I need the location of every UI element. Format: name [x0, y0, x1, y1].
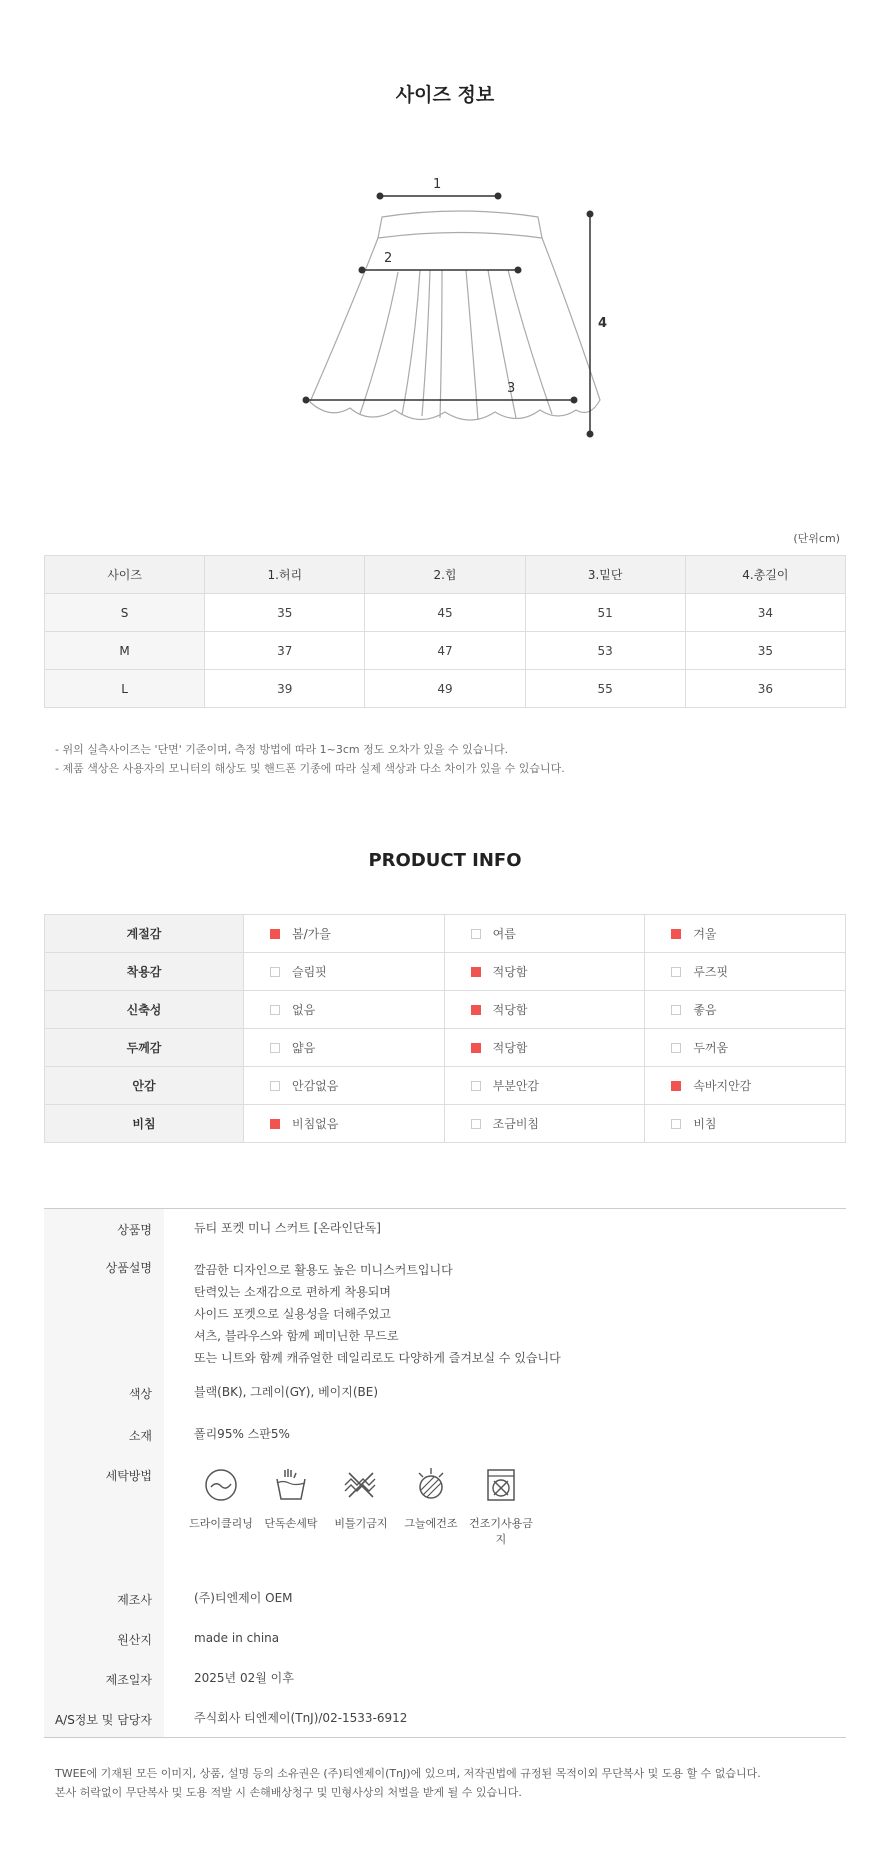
skirt-pleat — [466, 270, 478, 420]
product-info-label: 안감 — [45, 1067, 244, 1105]
wash-item-label: 비틀기금지 — [334, 1517, 388, 1530]
product-info-option — [244, 915, 445, 953]
skirt-waistband — [378, 211, 542, 238]
skirt-pleat — [402, 270, 420, 415]
unchecked-box-icon — [270, 1005, 280, 1015]
measure-cell: 45 — [365, 594, 525, 632]
option-label: 없음 — [292, 1003, 316, 1017]
detail-row-name — [44, 1209, 846, 1255]
product-info-row — [45, 953, 846, 991]
wash-item — [186, 1467, 256, 1575]
no-tumble-dry-icon — [483, 1467, 519, 1503]
option-label: 슬림핏 — [292, 965, 327, 979]
option-label: 루즈핏 — [693, 965, 729, 979]
option-label: 비침없음 — [292, 1117, 339, 1131]
measure-cell: 34 — [685, 594, 845, 632]
hand-wash-icon — [273, 1467, 309, 1503]
diagram-label-hip: 2 — [384, 251, 393, 266]
skirt-size-diagram — [290, 170, 630, 460]
detail-row-wash — [44, 1453, 846, 1575]
detail-label: 제조사 — [117, 1593, 152, 1607]
note-line: - 위의 실측사이즈는 '단면' 기준이며, 측정 방법에 따라 1~3cm 정도 오차가 있을 수 있습니다. — [55, 743, 509, 756]
option-label: 얇음 — [292, 1041, 316, 1055]
wash-item-label: 그늘에건조 — [404, 1517, 458, 1530]
unchecked-box-icon — [270, 967, 280, 977]
detail-label: 세탁방법 — [105, 1469, 152, 1483]
waist-column-header: 1.허리 — [205, 556, 365, 594]
product-date: 2025년 02월 이후 — [194, 1671, 294, 1685]
product-info-option — [444, 915, 645, 953]
option-label: 비침 — [693, 1117, 717, 1131]
product-info-option — [244, 1105, 445, 1143]
product-info-option — [645, 1029, 846, 1067]
measure-cell: 55 — [525, 670, 685, 708]
product-info-option — [444, 953, 645, 991]
note-line: - 제품 색상은 사용자의 모니터의 해상도 및 핸드폰 기종에 따라 실제 색상과 다소 차이가 있을 수 있습니다. — [55, 762, 565, 775]
unchecked-box-icon — [270, 1081, 280, 1091]
checked-box-icon — [471, 967, 481, 977]
option-label: 좋음 — [693, 1003, 717, 1017]
copyright-footer — [55, 1764, 761, 1802]
diagram-label-length: 4 — [598, 316, 608, 331]
detail-row-date — [44, 1655, 846, 1695]
desc-line: 셔츠, 블라우스와 함께 페미닌한 무드로 — [194, 1329, 399, 1343]
wash-item-label: 드라이클리닝 — [189, 1517, 253, 1530]
option-label: 적당함 — [492, 965, 528, 979]
hip-column-header: 2.힙 — [365, 556, 525, 594]
product-info-row — [45, 1067, 846, 1105]
hem-column-header: 3.밑단 — [525, 556, 685, 594]
detail-label: A/S정보 및 담당자 — [54, 1713, 152, 1727]
measure-cell: 36 — [685, 670, 845, 708]
product-info-option — [444, 1067, 645, 1105]
wash-item — [466, 1467, 536, 1575]
measure-dot — [495, 193, 502, 200]
measure-cell: 49 — [365, 670, 525, 708]
product-info-title: PRODUCT INFO — [368, 850, 522, 871]
product-material: 폴리95% 스판5% — [194, 1427, 290, 1441]
option-label: 겨울 — [693, 927, 717, 941]
detail-row-material — [44, 1409, 846, 1453]
product-info-option — [244, 1067, 445, 1105]
measure-dot — [587, 211, 594, 218]
wash-icons — [164, 1467, 536, 1575]
option-label: 여름 — [492, 927, 516, 941]
detail-label: 원산지 — [117, 1633, 152, 1647]
measure-cell: 35 — [205, 594, 365, 632]
measure-cell: 47 — [365, 632, 525, 670]
table-row — [45, 594, 846, 632]
product-info-option — [244, 1029, 445, 1067]
size-table — [44, 555, 846, 708]
unchecked-box-icon — [671, 1119, 681, 1129]
checked-box-icon — [270, 1119, 280, 1129]
measure-dot — [303, 397, 310, 404]
wash-item — [396, 1467, 466, 1575]
product-info-option — [645, 1067, 846, 1105]
unchecked-box-icon — [471, 1119, 481, 1129]
product-info-label: 두께감 — [45, 1029, 244, 1067]
product-info-label: 계절감 — [45, 915, 244, 953]
desc-line: 또는 니트와 함께 캐쥬얼한 데일리로도 다양하게 즐겨보실 수 있습니다 — [194, 1351, 561, 1365]
checked-box-icon — [270, 929, 280, 939]
option-label: 적당함 — [492, 1041, 528, 1055]
product-name: 듀티 포켓 미니 스커트 [온라인단독] — [194, 1221, 381, 1235]
measure-dot — [515, 267, 522, 274]
product-color: 블랙(BK), 그레이(GY), 베이지(BE) — [194, 1385, 379, 1399]
unchecked-box-icon — [671, 1043, 681, 1053]
table-row — [45, 670, 846, 708]
diagram-label-waist: 1 — [433, 177, 442, 192]
product-description — [164, 1259, 561, 1369]
product-as-info: 주식회사 티엔제이(TnJ)/02-1533-6912 — [194, 1711, 408, 1725]
measure-dot — [359, 267, 366, 274]
size-cell: L — [45, 670, 205, 708]
product-info-label: 비침 — [45, 1105, 244, 1143]
option-label: 부분안감 — [492, 1079, 540, 1093]
product-info-option — [645, 915, 846, 953]
wash-item-label: 단독손세탁 — [264, 1517, 318, 1530]
detail-label: 상품설명 — [105, 1261, 152, 1275]
product-info-row — [45, 1105, 846, 1143]
size-table-header — [45, 556, 846, 594]
detail-row-maker — [44, 1575, 846, 1615]
checked-box-icon — [471, 1005, 481, 1015]
table-row — [45, 632, 846, 670]
product-info-option — [444, 991, 645, 1029]
product-info-row — [45, 915, 846, 953]
dry-clean-icon — [203, 1467, 239, 1503]
product-detail-section — [44, 1208, 846, 1738]
length-column-header: 4.총길이 — [685, 556, 845, 594]
measure-cell: 39 — [205, 670, 365, 708]
unchecked-box-icon — [671, 967, 681, 977]
footer-line: TWEE에 기재된 모든 이미지, 상품, 설명 등의 소유권은 (주)티엔제이(TnJ)에 있으며, 저작권법에 규정된 목적이외 무단복사 및 도용 할 수 없습니다. — [55, 1767, 761, 1780]
detail-label: 색상 — [128, 1387, 152, 1401]
detail-row-desc — [44, 1255, 846, 1369]
detail-label: 소재 — [128, 1429, 152, 1443]
checked-box-icon — [471, 1043, 481, 1053]
size-column-header: 사이즈 — [45, 556, 205, 594]
skirt-pleat — [422, 270, 430, 416]
checked-box-icon — [671, 929, 681, 939]
product-info-option — [645, 991, 846, 1029]
detail-row-as — [44, 1695, 846, 1737]
product-info-option — [645, 1105, 846, 1143]
wash-item — [256, 1467, 326, 1575]
product-info-table — [44, 914, 846, 1143]
desc-line: 깔끔한 디자인으로 활용도 높은 미니스커트입니다 — [194, 1263, 453, 1277]
no-wring-icon — [343, 1467, 379, 1503]
measure-cell: 37 — [205, 632, 365, 670]
option-label: 봄/가을 — [292, 927, 331, 941]
unchecked-box-icon — [671, 1005, 681, 1015]
desc-line: 사이드 포켓으로 실용성을 더해주었고 — [194, 1307, 391, 1321]
measure-cell: 53 — [525, 632, 685, 670]
product-info-option — [645, 953, 846, 991]
unit-label: (단위cm) — [793, 532, 840, 545]
skirt-pleat — [440, 270, 442, 418]
measure-dot — [571, 397, 578, 404]
product-info-label: 착용감 — [45, 953, 244, 991]
option-label: 안감없음 — [292, 1079, 339, 1093]
option-label: 조금비침 — [492, 1117, 540, 1131]
desc-line: 탄력있는 소재감으로 편하게 착용되며 — [194, 1285, 391, 1299]
product-info-row — [45, 991, 846, 1029]
product-info-label: 신축성 — [45, 991, 244, 1029]
size-cell: M — [45, 632, 205, 670]
measure-cell: 51 — [525, 594, 685, 632]
product-info-row — [45, 1029, 846, 1067]
product-info-option — [244, 991, 445, 1029]
unchecked-box-icon — [471, 929, 481, 939]
skirt-body — [310, 238, 600, 420]
unchecked-box-icon — [471, 1081, 481, 1091]
size-cell: S — [45, 594, 205, 632]
detail-row-origin — [44, 1615, 846, 1655]
detail-label: 제조일자 — [105, 1673, 152, 1687]
size-notes — [55, 740, 565, 778]
detail-row-color — [44, 1369, 846, 1409]
skirt-pleat — [360, 272, 398, 414]
wash-item — [326, 1467, 396, 1575]
measure-dot — [377, 193, 384, 200]
diagram-label-hem: 3 — [507, 381, 516, 396]
product-info-option — [244, 953, 445, 991]
unchecked-box-icon — [270, 1043, 280, 1053]
measure-cell: 35 — [685, 632, 845, 670]
option-label: 두꺼움 — [693, 1041, 729, 1055]
product-origin: made in china — [194, 1631, 280, 1645]
product-info-option — [444, 1105, 645, 1143]
option-label: 속바지안감 — [693, 1079, 752, 1093]
detail-label: 상품명 — [117, 1223, 152, 1237]
product-maker: (주)티엔제이 OEM — [194, 1591, 293, 1605]
footer-line: 본사 허락없이 무단복사 및 도용 적발 시 손해배상청구 및 민형사상의 처벌을 받게 될 수 있습니다. — [55, 1786, 522, 1799]
checked-box-icon — [671, 1081, 681, 1091]
wash-item-label: 건조기사용금지 — [469, 1517, 533, 1546]
option-label: 적당함 — [492, 1003, 528, 1017]
measure-dot — [587, 431, 594, 438]
shade-dry-icon — [413, 1467, 449, 1503]
size-info-title: 사이즈 정보 — [395, 84, 495, 106]
product-info-option — [444, 1029, 645, 1067]
